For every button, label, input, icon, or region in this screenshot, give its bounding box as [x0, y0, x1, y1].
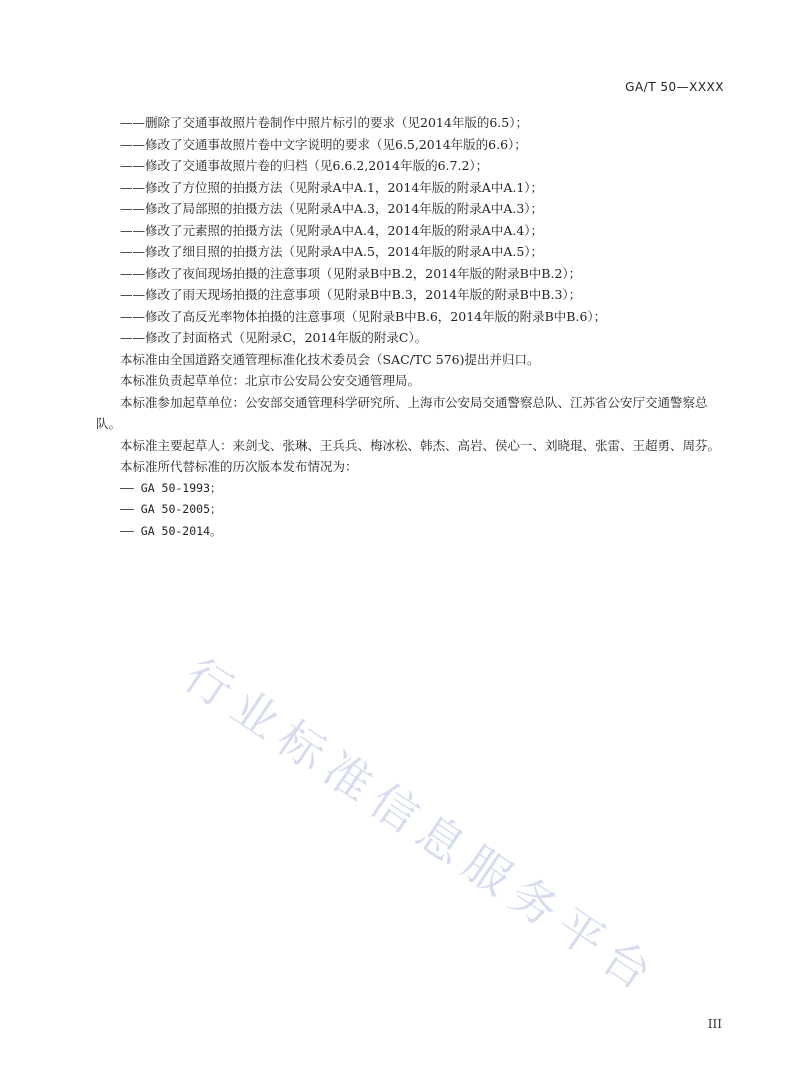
proposed-by-paragraph: 本标准由全国道路交通管理标准化技术委员会（SAC/TC 576)提出并归口。: [120, 351, 540, 367]
change-item: ——修改了细目照的拍摄方法（见附录A中A.5，2014年版的附录A中A.5）；: [120, 244, 544, 259]
history-intro-paragraph: 本标准所代替标准的历次版本发布情况为：: [120, 459, 358, 474]
change-item: ——修改了夜间现场拍摄的注意事项（见附录B中B.2，2014年版的附录B中B.2）；: [120, 265, 582, 281]
history-item: —— GA 50-2014。: [120, 523, 222, 538]
change-item: ——删除了交通事故照片卷制作中照片标引的要求（见2014年版的6.5）；: [120, 115, 528, 130]
change-item: ——修改了方位照的拍摄方法（见附录A中A.1，2014年版的附录A中A.1）；: [120, 179, 544, 195]
change-item: ——修改了元素照的拍摄方法（见附录A中A.4，2014年版的附录A中A.4）；: [120, 222, 544, 238]
change-item: ——修改了高反光率物体拍摄的注意事项（见附录B中B.6，2014年版的附录B中B.6）；: [120, 308, 607, 324]
change-list: [96, 112, 724, 349]
change-item: ——修改了交通事故照片卷的归档（见6.6.2,2014年版的6.7.2）；: [120, 158, 489, 173]
change-item: ——修改了雨天现场拍摄的注意事项（见附录B中B.3，2014年版的附录B中B.3）；: [120, 287, 582, 302]
history-item: —— GA 50-1993；: [120, 480, 222, 495]
drafters-paragraph: 本标准主要起草人：来剑戈、张琳、王兵兵、梅冰松、韩杰、高岩、侯心一、刘晓琨、张雷、王超勇、周芬。: [120, 437, 721, 453]
drafting-unit-paragraph: 本标准负责起草单位：北京市公安局公安交通管理局。: [120, 373, 421, 388]
history-item: —— GA 50-2005；: [120, 502, 222, 516]
history-list: [96, 478, 724, 543]
change-item: ——修改了交通事故照片卷中文字说明的要求（见6.5,2014年版的6.6）；: [120, 136, 527, 152]
watermark: 行业标准信息服务平台: [174, 647, 670, 1006]
change-item: ——修改了局部照的拍摄方法（见附录A中A.3，2014年版的附录A中A.3）；: [120, 201, 544, 216]
change-item: ——修改了封面格式（见附录C，2014年版的附录C）。: [120, 330, 428, 345]
page-content: [96, 112, 724, 542]
page-number: III: [707, 1017, 722, 1031]
participating-units-paragraph: 本标准参加起草单位：公安部交通管理科学研究所、上海市公安局交通警察总队、江苏省公安厅交通警察总队。: [96, 394, 708, 431]
standard-code: GA/T 50—XXXX: [625, 80, 724, 94]
